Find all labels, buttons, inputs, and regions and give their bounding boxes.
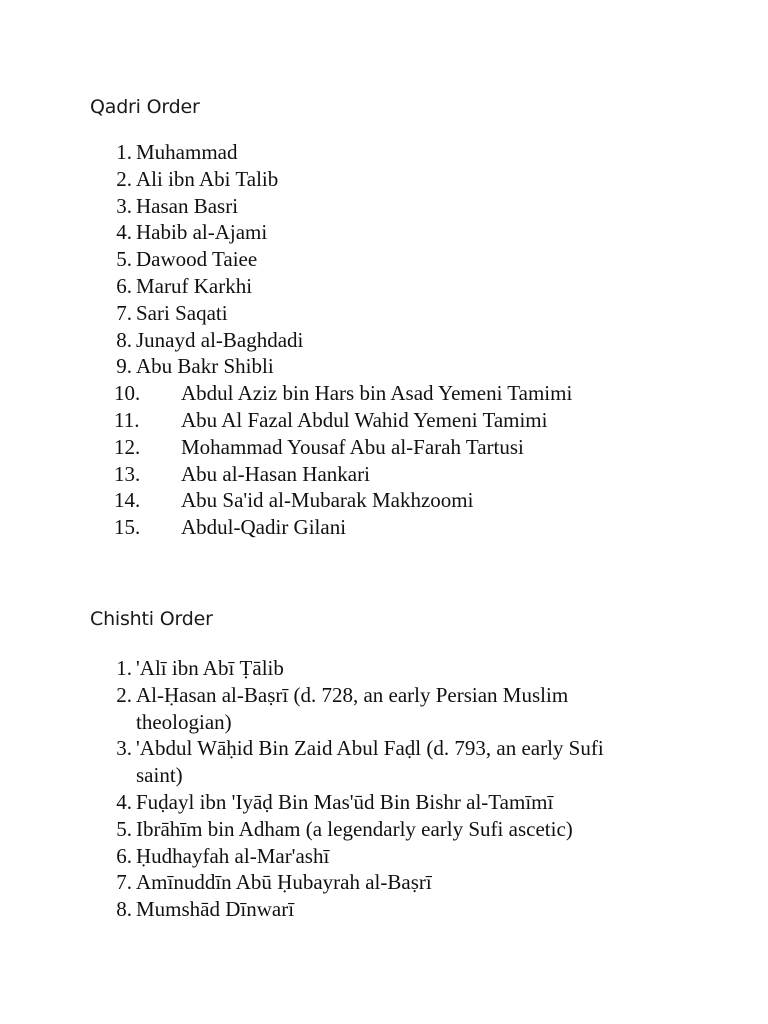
list-text: Hasan Basri [136,193,239,218]
list-number: 6. [116,273,132,298]
list-text: Dawood Taiee [136,247,258,272]
list-item [0,735,646,789]
list-item [0,655,646,682]
list-text: Al-Ḥasan al-Baṣrī (d. 728, an early Persian Muslim theologian) [136,682,569,734]
list-number: 7. [116,870,132,895]
list-item [0,434,572,461]
list-text: Sari Saqati [136,300,228,325]
list-text: Abu Sa'id al-Mubarak Makhzoomi [181,488,474,513]
chishti-order-heading: Chishti Order [90,608,213,630]
list-item [0,514,572,541]
list-item [0,843,646,870]
list-number: 1. [116,140,132,164]
list-text: Mohammad Yousaf Abu al-Farah Tartusi [181,434,524,459]
list-text: Abu Bakr Shibli [136,354,274,379]
list-number: 14. [114,488,141,513]
list-number: 8. [116,327,132,352]
list-text: Habib al-Ajami [136,220,268,245]
list-item [0,219,572,246]
list-item [0,816,646,843]
list-text: Abu al-Hasan Hankari [181,461,370,486]
list-number: 11. [114,407,140,432]
list-number: 5. [116,247,132,272]
list-number: 15. [114,515,141,540]
list-text: Muhammad [136,140,238,164]
list-text: Mumshād Dīnwarī [136,897,295,922]
list-item [0,407,572,434]
qadri-order-heading: Qadri Order [90,96,200,118]
list-item [0,896,646,923]
list-item [0,380,572,407]
list-item [0,273,572,300]
list-item [0,461,572,488]
list-number: 4. [116,220,132,245]
list-text: Ḥudhayfah al-Mar'ashī [136,843,330,868]
list-number: 1. [116,656,132,680]
list-text: 'Abdul Wāḥid Bin Zaid Abul Faḍl (d. 793, an early Sufi saint) [136,736,604,788]
list-item [0,869,646,896]
list-item [0,139,572,166]
list-item [0,166,572,193]
list-number: 9. [116,354,132,379]
list-number: 5. [116,816,132,841]
list-text: Abdul-Qadir Gilani [181,515,347,540]
list-number: 3. [116,193,132,218]
list-text: Abdul Aziz bin Hars bin Asad Yemeni Tamimi [181,381,573,406]
list-item [0,300,572,327]
list-item [0,327,572,354]
list-text: Maruf Karkhi [136,273,253,298]
list-text: Fuḍayl ibn 'Iyāḍ Bin Mas'ūd Bin Bishr al-Tamīmī [136,789,554,814]
list-item [0,682,646,736]
list-number: 4. [116,789,132,814]
qadri-lineage-list [0,139,572,541]
list-item [0,246,572,273]
list-text: Junayd al-Baghdadi [136,327,304,352]
list-item [0,789,646,816]
list-text: Abu Al Fazal Abdul Wahid Yemeni Tamimi [181,407,548,432]
list-number: 2. [116,166,132,191]
list-number: 12. [114,434,141,459]
list-number: 8. [116,897,132,922]
list-item [0,487,572,514]
chishti-lineage-list [0,655,646,923]
list-number: 6. [116,843,132,868]
list-item [0,353,572,380]
list-number: 2. [116,682,132,707]
list-number: 10. [114,381,141,406]
list-text: Amīnuddīn Abū Ḥubayrah al-Baṣrī [136,870,432,895]
list-number: 7. [116,300,132,325]
list-text: Ali ibn Abi Talib [136,166,279,191]
list-text: Ibrāhīm bin Adham (a legendarly early Sufi ascetic) [136,816,573,841]
list-number: 13. [114,461,141,486]
list-text: 'Alī ibn Abī Ṭālib [136,656,284,680]
list-item [0,193,572,220]
list-number: 3. [116,736,132,761]
